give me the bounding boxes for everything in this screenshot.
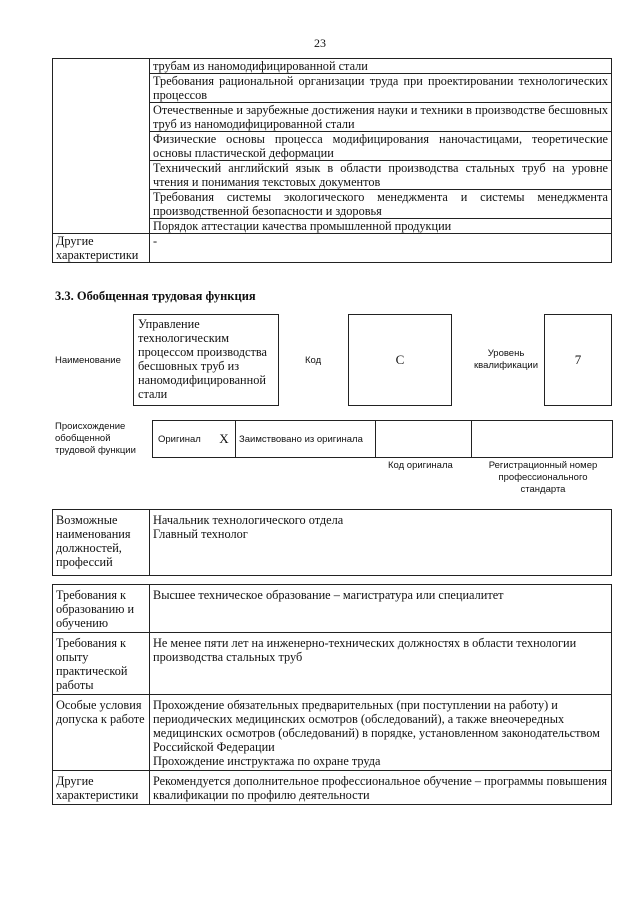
original-label: Оригинал xyxy=(158,433,201,445)
origin-label: Происхождение обобщенной трудовой функции xyxy=(55,421,136,456)
origin-row xyxy=(152,420,613,458)
divider xyxy=(375,421,376,457)
requirements-table xyxy=(52,584,612,805)
knowledge-item: Отечественные и зарубежные достижения науки и техники в производстве бесшовных труб из наномодифицированной стали xyxy=(150,103,612,132)
special-conditions-label: Особые условия допуска к работе xyxy=(53,695,150,771)
divider xyxy=(235,421,236,457)
code-label: Код xyxy=(305,355,322,366)
other-characteristics-value: - xyxy=(150,234,612,263)
experience-value: Не менее пяти лет на инженерно-технических должностях в области технологии производства стальных труб xyxy=(150,633,612,695)
divider xyxy=(471,421,472,457)
position-item: Начальник технологического отдела xyxy=(153,513,344,527)
positions-label: Возможные наименования должностей, профессий xyxy=(53,510,150,576)
name-value: Управление технологическим процессом производства бесшовных труб из наномодифицированной стали xyxy=(133,314,279,406)
knowledge-item: трубам из наномодифицированной стали xyxy=(150,59,612,74)
condition-item: Прохождение обязательных предварительных (при поступлении на работу) и периодических медицинских осмотров (обследований), а также внеочередных медицинских осмотров (обследований) в порядке, установленном законодательством Российской Федерации xyxy=(153,698,600,754)
positions-table xyxy=(52,509,612,576)
empty-label-cell xyxy=(53,59,150,234)
condition-item: Прохождение инструктажа по охране труда xyxy=(153,754,381,768)
other-characteristics-label: Другие характеристики xyxy=(53,234,150,263)
special-conditions-value xyxy=(150,695,612,771)
original-mark: X xyxy=(219,431,229,446)
section-title: 3.3. Обобщенная трудовая функция xyxy=(55,289,256,303)
code-original-caption: Код оригинала xyxy=(388,460,453,471)
education-value: Высшее техническое образование – магистратура или специалитет xyxy=(150,585,612,633)
name-label: Наименование xyxy=(55,355,121,366)
level-value: 7 xyxy=(544,314,612,406)
position-item: Главный технолог xyxy=(153,527,248,541)
level-label: Уровень квалификации xyxy=(473,348,539,371)
knowledge-item: Порядок аттестации качества промышленной продукции xyxy=(150,219,612,234)
knowledge-item: Требования рациональной организации труда при проектировании технологических процессов xyxy=(150,74,612,103)
knowledge-table xyxy=(52,58,612,263)
borrowed-label: Заимствовано из оригинала xyxy=(239,433,363,445)
other-label: Другие характеристики xyxy=(53,771,150,805)
reg-number-caption: Регистрационный номер профессионального стандарта xyxy=(488,460,598,495)
positions-values xyxy=(150,510,612,576)
education-label: Требования к образованию и обучению xyxy=(53,585,150,633)
knowledge-item: Физические основы процесса модифицирования наночастицами, теоретические основы пластической деформации xyxy=(150,132,612,161)
code-value: C xyxy=(348,314,452,406)
page-number: 23 xyxy=(314,36,326,50)
other-value: Рекомендуется дополнительное профессиональное обучение – программы повышения квалификации по профилю деятельности xyxy=(150,771,612,805)
experience-label: Требования к опыту практической работы xyxy=(53,633,150,695)
knowledge-item: Технический английский язык в области производства стальных труб на уровне чтения и понимания текстовых документов xyxy=(150,161,612,190)
knowledge-item: Требования системы экологического менеджмента и системы менеджмента производственной безопасности и здоровья xyxy=(150,190,612,219)
